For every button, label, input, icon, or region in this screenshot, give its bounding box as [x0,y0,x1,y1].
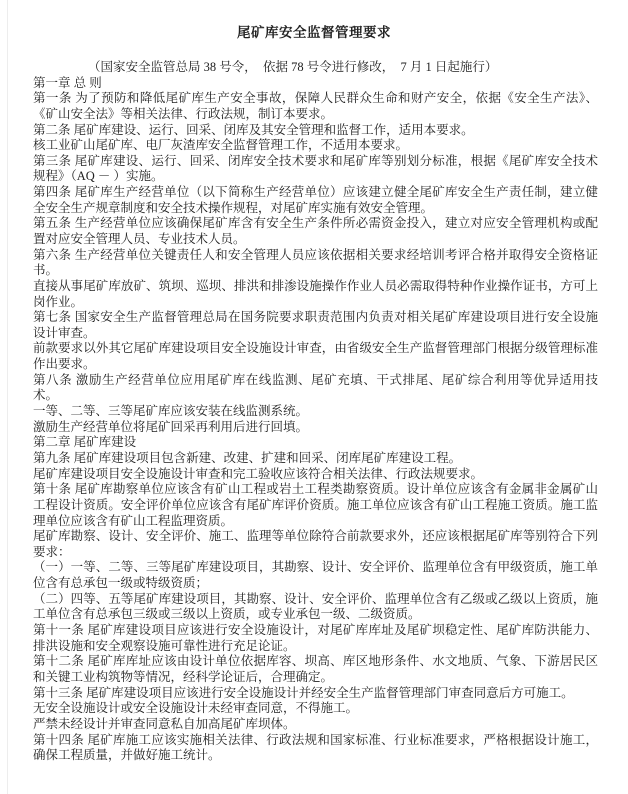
document-paragraph: 第七条 国家安全生产监督管理总局在国务院要求职责范围内负责对相关尾矿库建设项目进行安全设施设计审查。 [33,310,598,340]
document-body [0,76,628,764]
document-paragraph: 前款要求以外其它尾矿库建设项目安全设施设计审查，由省级安全生产监督管理部门根据分级管理标准作出要求。 [33,341,598,372]
document-paragraph: 第十二条 尾矿库库址应该由设计单位依据库容、坝高、库区地形条件、水文地质、气象、下游居民区和关键工业构筑物等情况，经科学论证后，合理确定。 [33,654,598,684]
document-paragraph: 第四条 尾矿库生产经营单位（以下简称生产经营单位）应该建立健全尾矿库安全生产责任制，建立健全安全生产规章制度和安全技术操作规程，对尾矿库实施有效安全管理。 [33,185,598,215]
document-paragraph: 尾矿库建设项目安全设施设计审查和完工验收应该符合相关法律、行政法规要求。 [33,466,484,481]
document-paragraph: 第九条 尾矿库建设项目包含新建、改建、扩建和回采、闭库尾矿库建设工程。 [33,450,462,465]
document-paragraph: 第三条 尾矿库建设、运行、回采、闭库安全技术要求和尾矿库等别划分标准，根据《尾矿库安全技术规程》（AQ － ）实施。 [33,153,598,184]
document-paragraph: 第八条 激励生产经营单位应用尾矿库在线监测、尾矿充填、干式排尾、尾矿综合利用等优异适用技术。 [33,372,598,403]
document-paragraph: 第十四条 尾矿库施工应该实施相关法律、行政法规和国家标准、行业标准要求，严格根据设计施工，确保工程质量，并做好施工统计。 [33,732,598,763]
document-paragraph: （一）一等、二等、三等尾矿库建设项目，其勘察、设计、安全评价、监理单位含有甲级资质，施工单位含有总承包一级或特级资质； [33,560,598,591]
document-paragraph: 第一条 为了预防和降低尾矿库生产安全事故，保障人民群众生命和财产安全，依据《安全生产法》、《矿山安全法》等相关法律、行政法规，制订本要求。 [33,91,598,121]
document-paragraph: 第一章 总 则 [33,75,102,90]
document-paragraph: 第五条 生产经营单位应该确保尾矿库含有安全生产条件所必需资金投入，建立对应安全管理机构或配置对应安全管理人员、专业技术人员。 [33,216,598,246]
document-paragraph: 第六条 生产经营单位关键责任人和安全管理人员应该依据相关要求经培训考评合格并取得安全资格证书。 [33,247,598,278]
document-paragraph: 一等、二等、三等尾矿库应该安装在线监测系统。 [33,404,309,419]
document-paragraph: 第二条 尾矿库建设、运行、回采、闭库及其安全管理和监督工作，适用本要求。 [33,122,474,137]
document-paragraph: 核工业矿山尾矿库、电厂灰渣库安全监督管理工作，不适用本要求。 [33,138,409,153]
document-paragraph: 第十一条 尾矿库建设项目应该进行安全设施设计，对尾矿库库址及尾矿坝稳定性、尾矿库防洪能力、排洪设施和安全观察设施可靠性进行充足论证。 [33,623,598,653]
document-paragraph: 第二章 尾矿库建设 [33,435,137,450]
document-title: 尾矿库安全监督管理要求 [237,25,391,40]
document-paragraph: 第十条 尾矿库勘察单位应该含有矿山工程或岩土工程类勘察资质。设计单位应该含有金属非金属矿山工程设计资质。安全评价单位应该含有尾矿库评价资质。施工单位应该含有矿山工程施工资质。施工监理单位应该含有矿山工程监理资质。 [33,482,598,528]
document-paragraph: 无安全设施设计或安全设施设计未经审查同意，不得施工。 [33,701,359,716]
document-paragraph: 第十三条 尾矿库建设项目应该进行安全设施设计并经安全生产监督管理部门审查同意后方可施工。 [33,685,574,700]
document-paragraph: 严禁未经设计并审查同意私自加高尾矿库坝体。 [33,716,296,731]
page-edge-line [7,0,8,794]
document-paragraph: （二）四等、五等尾矿库建设项目，其勘察、设计、安全评价、监理单位含有乙级或乙级以上资质，施工单位含有总承包三级或三级以上资质，或专业承包一级、二级资质。 [33,591,598,622]
document-paragraph: 尾矿库勘察、设计、安全评价、施工、监理等单位除符合前款要求外，还应该根据尾矿库等别符合下列要求： [33,529,598,559]
document-paragraph: 激励生产经营单位将尾矿回采再利用后进行回填。 [33,419,309,434]
document-paragraph: 直接从事尾矿库放矿、筑坝、巡坝、排洪和排渗设施操作作业人员必需取得特种作业操作证书，方可上岗作业。 [33,278,598,309]
document-subtitle: （国家安全监管总局 38 号令， 依据 78 号令进行修改， 7 月 1 日起施行） [88,60,498,74]
